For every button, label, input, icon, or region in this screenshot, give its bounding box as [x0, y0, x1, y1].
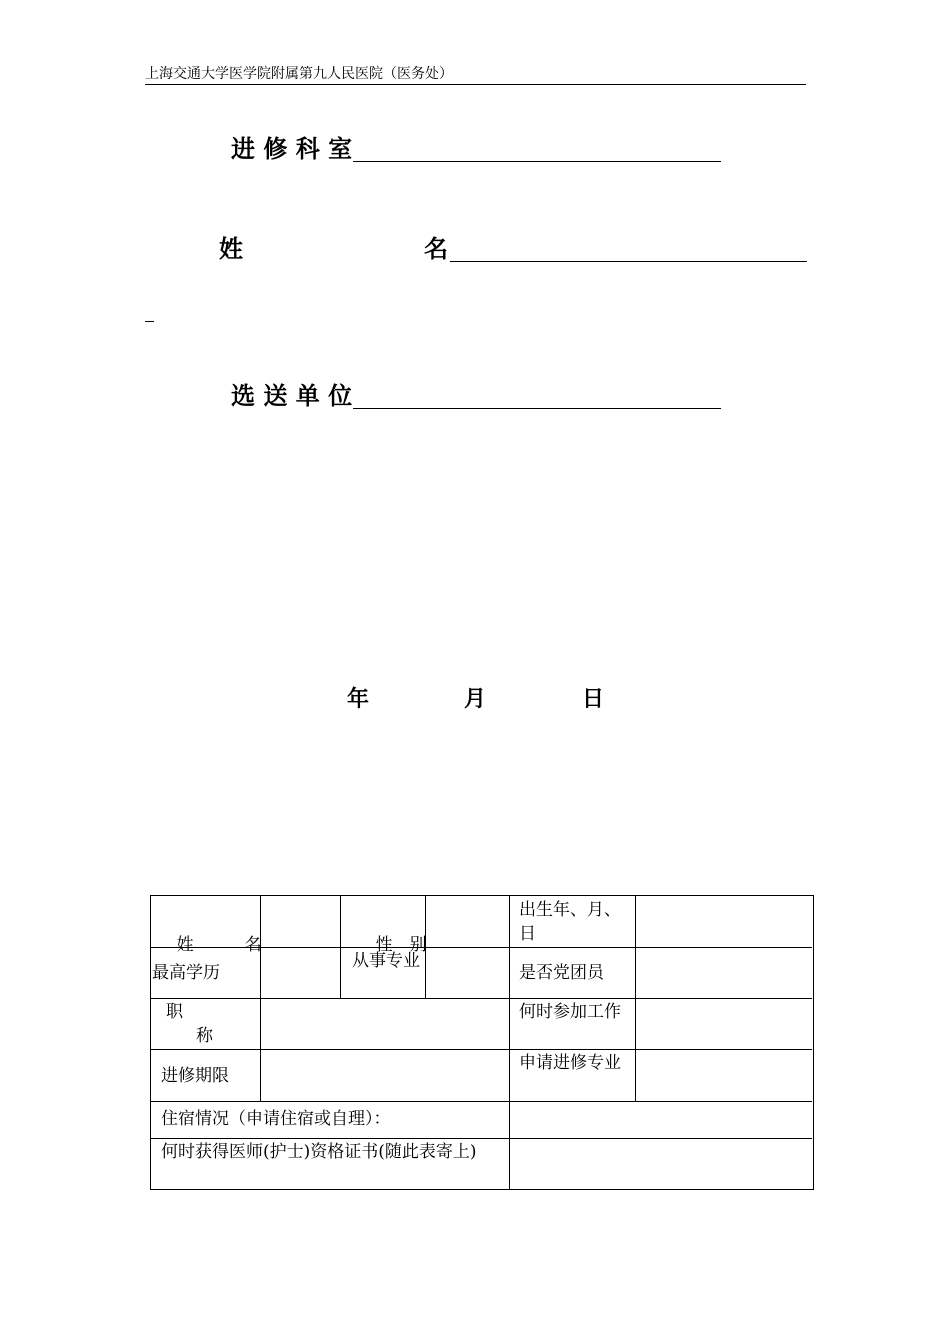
date-month: 月: [464, 687, 487, 712]
apply-major-cell-label: [519, 1051, 631, 1075]
apply-major-value[interactable]: [636, 1050, 812, 1101]
party-value[interactable]: [636, 948, 812, 998]
gender-value[interactable]: [426, 896, 508, 947]
name-field: [219, 235, 243, 263]
department-underline: [353, 161, 721, 162]
info-form-table: [150, 895, 814, 1190]
name-label-right: 名: [424, 235, 448, 263]
apply-major-cell-text: 申请进修专业: [519, 1053, 621, 1073]
certificate-cell-text: 何时获得医师(护士)资格证书(随此表寄上): [161, 1142, 477, 1162]
major-value[interactable]: [426, 948, 508, 998]
date-year: 年: [347, 687, 370, 712]
department-field: [231, 135, 352, 163]
col-divider: [340, 896, 341, 998]
birth-value[interactable]: [636, 896, 812, 947]
period-value[interactable]: [261, 1050, 508, 1101]
gender-cell-text: 性 别: [375, 935, 427, 955]
party-cell-label: [519, 961, 631, 985]
work-start-value[interactable]: [636, 999, 812, 1049]
name-cell-text: 姓 名: [176, 935, 262, 955]
party-cell-text: 是否党团员: [519, 963, 604, 983]
title-cell-text-bottom: 称: [196, 1026, 213, 1046]
major-cell-label: [351, 949, 421, 973]
dash-mark: [145, 321, 154, 322]
birth-cell-label: [519, 898, 631, 946]
accommodation-cell-text: 住宿情况（申请住宿或自理）：: [161, 1109, 391, 1129]
name-field-right: [424, 235, 448, 263]
accommodation-value[interactable]: [510, 1102, 812, 1138]
birth-cell-text: 出生年、月、日: [519, 900, 621, 944]
date-day: 日: [582, 687, 605, 712]
education-cell-label: [152, 961, 259, 985]
work-start-cell-text: 何时参加工作: [519, 1002, 621, 1022]
title-value[interactable]: [261, 999, 508, 1049]
department-label: 进 修 科 室: [231, 135, 353, 163]
period-cell-text: 进修期限: [161, 1066, 229, 1086]
education-cell-text: 最高学历: [152, 963, 220, 983]
accommodation-cell-label: [161, 1107, 506, 1131]
unit-underline: [353, 408, 721, 409]
certificate-value[interactable]: [510, 1139, 812, 1189]
major-cell-text: 从事专业: [352, 951, 420, 971]
name-label-left: 姓: [219, 235, 243, 263]
document-header: 上海交通大学医学院附属第九人民医院（医务处）: [145, 64, 806, 85]
period-cell-label: [161, 1064, 259, 1088]
unit-label: 选 送 单 位: [231, 382, 353, 410]
unit-field: [231, 382, 352, 410]
name-underline: [450, 261, 807, 262]
title-cell-label: [166, 1000, 256, 1048]
work-start-cell-label: [519, 1000, 631, 1024]
certificate-cell-label: [161, 1140, 506, 1164]
title-cell-text-top: 职: [166, 1002, 183, 1022]
name-value[interactable]: [261, 896, 339, 947]
education-value[interactable]: [261, 948, 339, 998]
